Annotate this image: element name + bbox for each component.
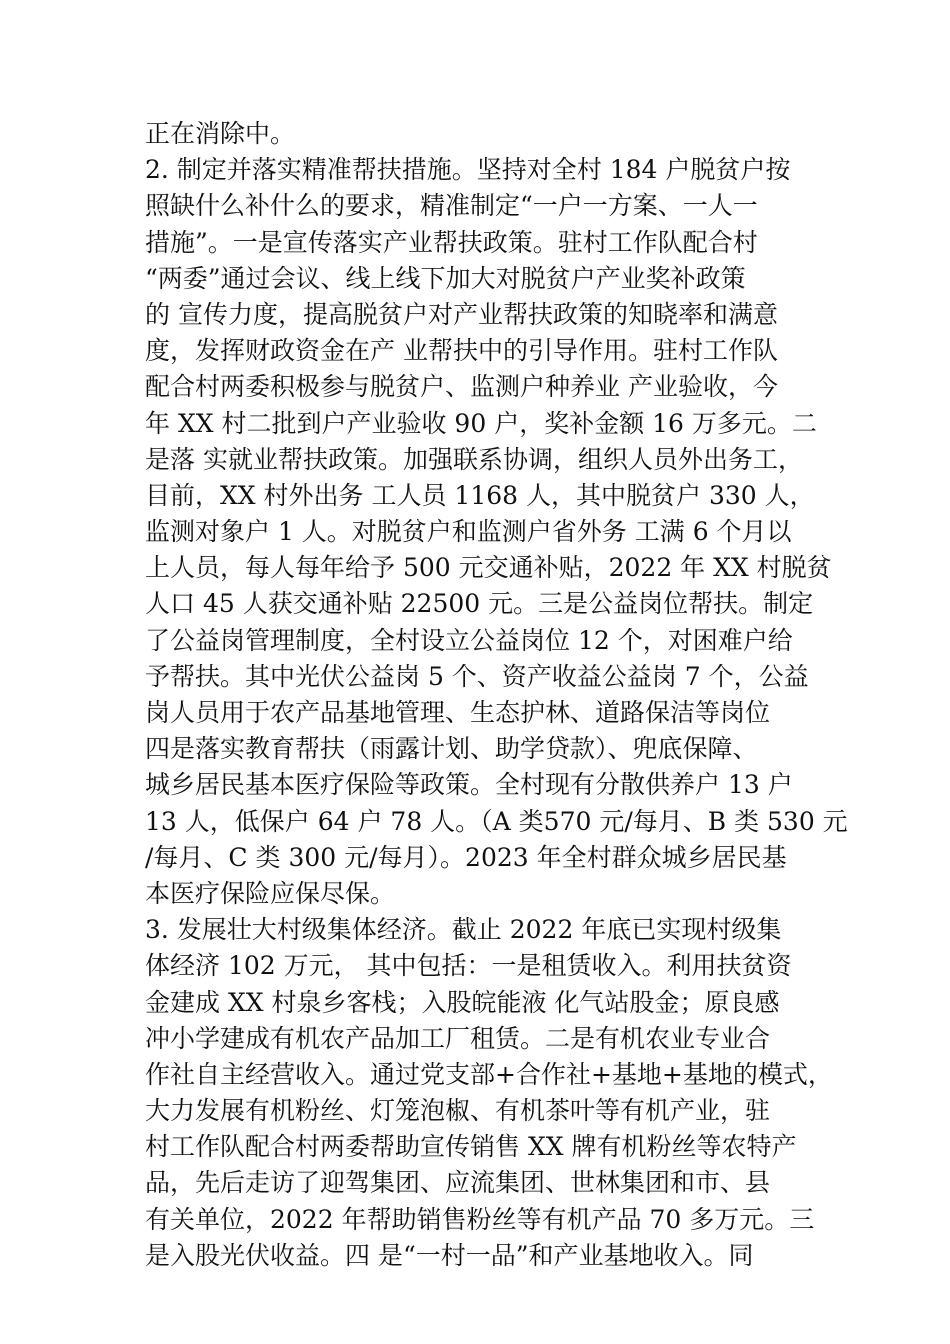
text-line: 上人员，每人每年给予 500 元交通补贴，2022 年 XX 村脱贫 [145,553,832,583]
text-line: 目前，XX 村外出务 工人员 1168 人，其中脱贫户 330 人， [145,480,815,510]
text-line: 3. 发展壮大村级集体经济。截止 2022 年底已实现村级集 [145,915,782,945]
text-line: 是落 实就业帮扶政策。加强联系协调，组织人员外出务工， [145,444,803,474]
text-line: 度，发挥财政资金在产 业帮扶中的引导作用。驻村工作队 [145,336,778,366]
text-line: 本医疗保险应保尽保。 [145,878,396,908]
text-line: 四是落实教育帮扶（雨露计划、助学贷款）、兜底保障、 [145,734,758,764]
text-line: 大力发展有机粉丝、灯笼泡椒、有机茶叶等有机产业，驻 [145,1096,771,1126]
text-line: 城乡居民基本医疗保险等政策。全村现有分散供养户 13 户 [145,770,793,800]
text-line: 照缺什么补什么的要求，精准制定“一户一方案、一人一 [145,191,758,221]
text-line: 村工作队配合村两委帮助宣传销售 XX 牌有机粉丝等农特产 [145,1132,797,1162]
text-line: /每月、C 类 300 元/每月）。2023 年全村群众城乡居民基 [145,842,787,872]
text-line: 作社自主经营收入。通过党支部+合作社+基地+基地的模式， [145,1059,833,1089]
text-line: 了公益岗管理制度，全村设立公益岗位 12 个，对困难户给 [145,625,793,655]
text-line: 2. 制定并落实精准帮扶措施。坚持对全村 184 户脱贫户按 [145,155,791,185]
text-line: 予帮扶。其中光伏公益岗 5 个、资产收益公益岗 7 个，公益 [145,661,809,691]
text-line: 13 人，低保户 64 户 78 人。（A 类570 元/每月、B 类 530 元 [145,806,848,836]
text-line: 冲小学建成有机农产品加工厂租赁。二是有机农业专业合 [145,1023,771,1053]
text-line: “两委”通过会议、线上线下加大对脱贫户产业奖补政策 [145,263,746,293]
text-line: 人口 45 人获交通补贴 22500 元。三是公益岗位帮扶。制定 [145,589,814,619]
text-line: 配合村两委积极参与脱贫户、监测户种养业 产业验收，今 [145,372,778,402]
text-line: 年 XX 村二批到户产业验收 90 户，奖补金额 16 万多元。二 [145,408,817,438]
text-line: 体经济 102 万元， 其中包括：一是租赁收入。利用扶贫资 [145,951,792,981]
text-line: 品，先后走访了迎驾集团、应流集团、世林集团和市、县 [145,1168,771,1198]
text-line: 是入股光伏收益。四 是“一村一品”和产业基地收入。同 [145,1240,754,1270]
body-text [145,116,848,1274]
text-line: 措施”。一是宣传落实产业帮扶政策。驻村工作队配合村 [145,227,758,257]
text-line: 金建成 XX 村泉乡客栈；入股皖能液 化气站股金；原良感 [145,987,780,1017]
text-line: 正在消除中。 [145,119,296,148]
text-line: 的 宣传力度，提高脱贫户对产业帮扶政策的知晓率和满意 [145,299,778,329]
text-line: 监测对象户 1 人。对脱贫户和监测户省外务 工满 6 个月以 [145,517,792,547]
text-line: 有关单位，2022 年帮助销售粉丝等有机产品 70 多万元。三 [145,1204,815,1234]
text-line: 岗人员用于农产品基地管理、生态护林、道路保洁等岗位 [145,698,771,727]
